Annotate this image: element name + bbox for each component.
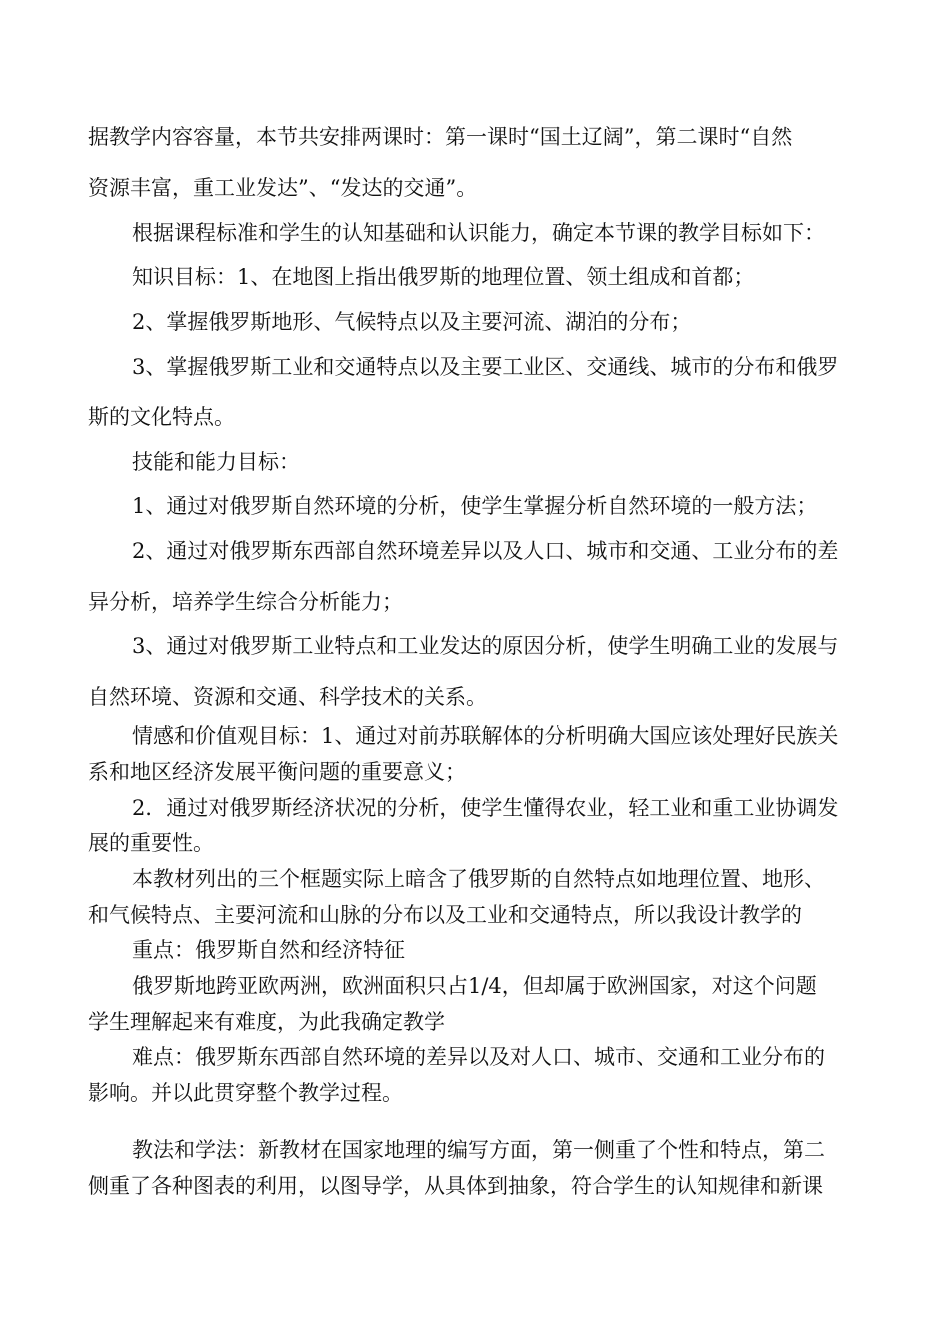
text-line: 教法和学法：新教材在国家地理的编写方面，第一侧重了个性和特点，第二 xyxy=(132,1138,825,1162)
text-line: 2．通过对俄罗斯经济状况的分析，使学生懂得农业，轻工业和重工业协调发 xyxy=(132,796,839,820)
text-line: 难点：俄罗斯东西部自然环境的差异以及对人口、城市、交通和工业分布的 xyxy=(132,1045,825,1069)
text-line: 学生理解起来有难度，为此我确定教学 xyxy=(88,1010,445,1034)
text-line: 3、掌握俄罗斯工业和交通特点以及主要工业区、交通线、城市的分布和俄罗 xyxy=(132,355,839,379)
text-line: 技能和能力目标： xyxy=(132,450,300,474)
text-line: 斯的文化特点。 xyxy=(88,405,235,429)
text-line: 展的重要性。 xyxy=(88,831,214,855)
text-line: 和气候特点、主要河流和山脉的分布以及工业和交通特点，所以我设计教学的 xyxy=(88,903,802,927)
text-line: 俄罗斯地跨亚欧两洲，欧洲面积只占1/4，但却属于欧洲国家，对这个问题 xyxy=(132,974,817,998)
text-line: 2、掌握俄罗斯地形、气候特点以及主要河流、湖泊的分布； xyxy=(132,310,692,334)
text-line: 知识目标：1、在地图上指出俄罗斯的地理位置、领土组成和首都； xyxy=(132,265,755,289)
text-line: 本教材列出的三个框题实际上暗含了俄罗斯的自然特点如地理位置、地形、 xyxy=(132,867,825,891)
text-line: 影响。并以此贯穿整个教学过程。 xyxy=(88,1081,403,1105)
text-line: 2、通过对俄罗斯东西部自然环境差异以及人口、城市和交通、工业分布的差 xyxy=(132,539,839,563)
text-line: 系和地区经济发展平衡问题的重要意义； xyxy=(88,760,466,784)
text-line: 异分析，培养学生综合分析能力； xyxy=(88,590,403,614)
text-line: 3、通过对俄罗斯工业特点和工业发达的原因分析，使学生明确工业的发展与 xyxy=(132,634,839,658)
text-line: 自然环境、资源和交通、科学技术的关系。 xyxy=(88,685,487,709)
text-line: 侧重了各种图表的利用，以图导学，从具体到抽象，符合学生的认知规律和新课 xyxy=(88,1174,823,1198)
text-line: 根据课程标准和学生的认知基础和认识能力，确定本节课的教学目标如下： xyxy=(132,221,825,245)
text-line: 情感和价值观目标：1、通过对前苏联解体的分析明确大国应该处理好民族关 xyxy=(132,724,839,748)
text-line: 资源丰富，重工业发达”、“发达的交通”。 xyxy=(88,176,478,200)
text-line: 1、通过对俄罗斯自然环境的分析，使学生掌握分析自然环境的一般方法； xyxy=(132,494,818,518)
text-line: 重点：俄罗斯自然和经济特征 xyxy=(132,938,405,962)
text-line: 据教学内容容量，本节共安排两课时：第一课时“国土辽阔”，第二课时“自然 xyxy=(88,125,793,149)
